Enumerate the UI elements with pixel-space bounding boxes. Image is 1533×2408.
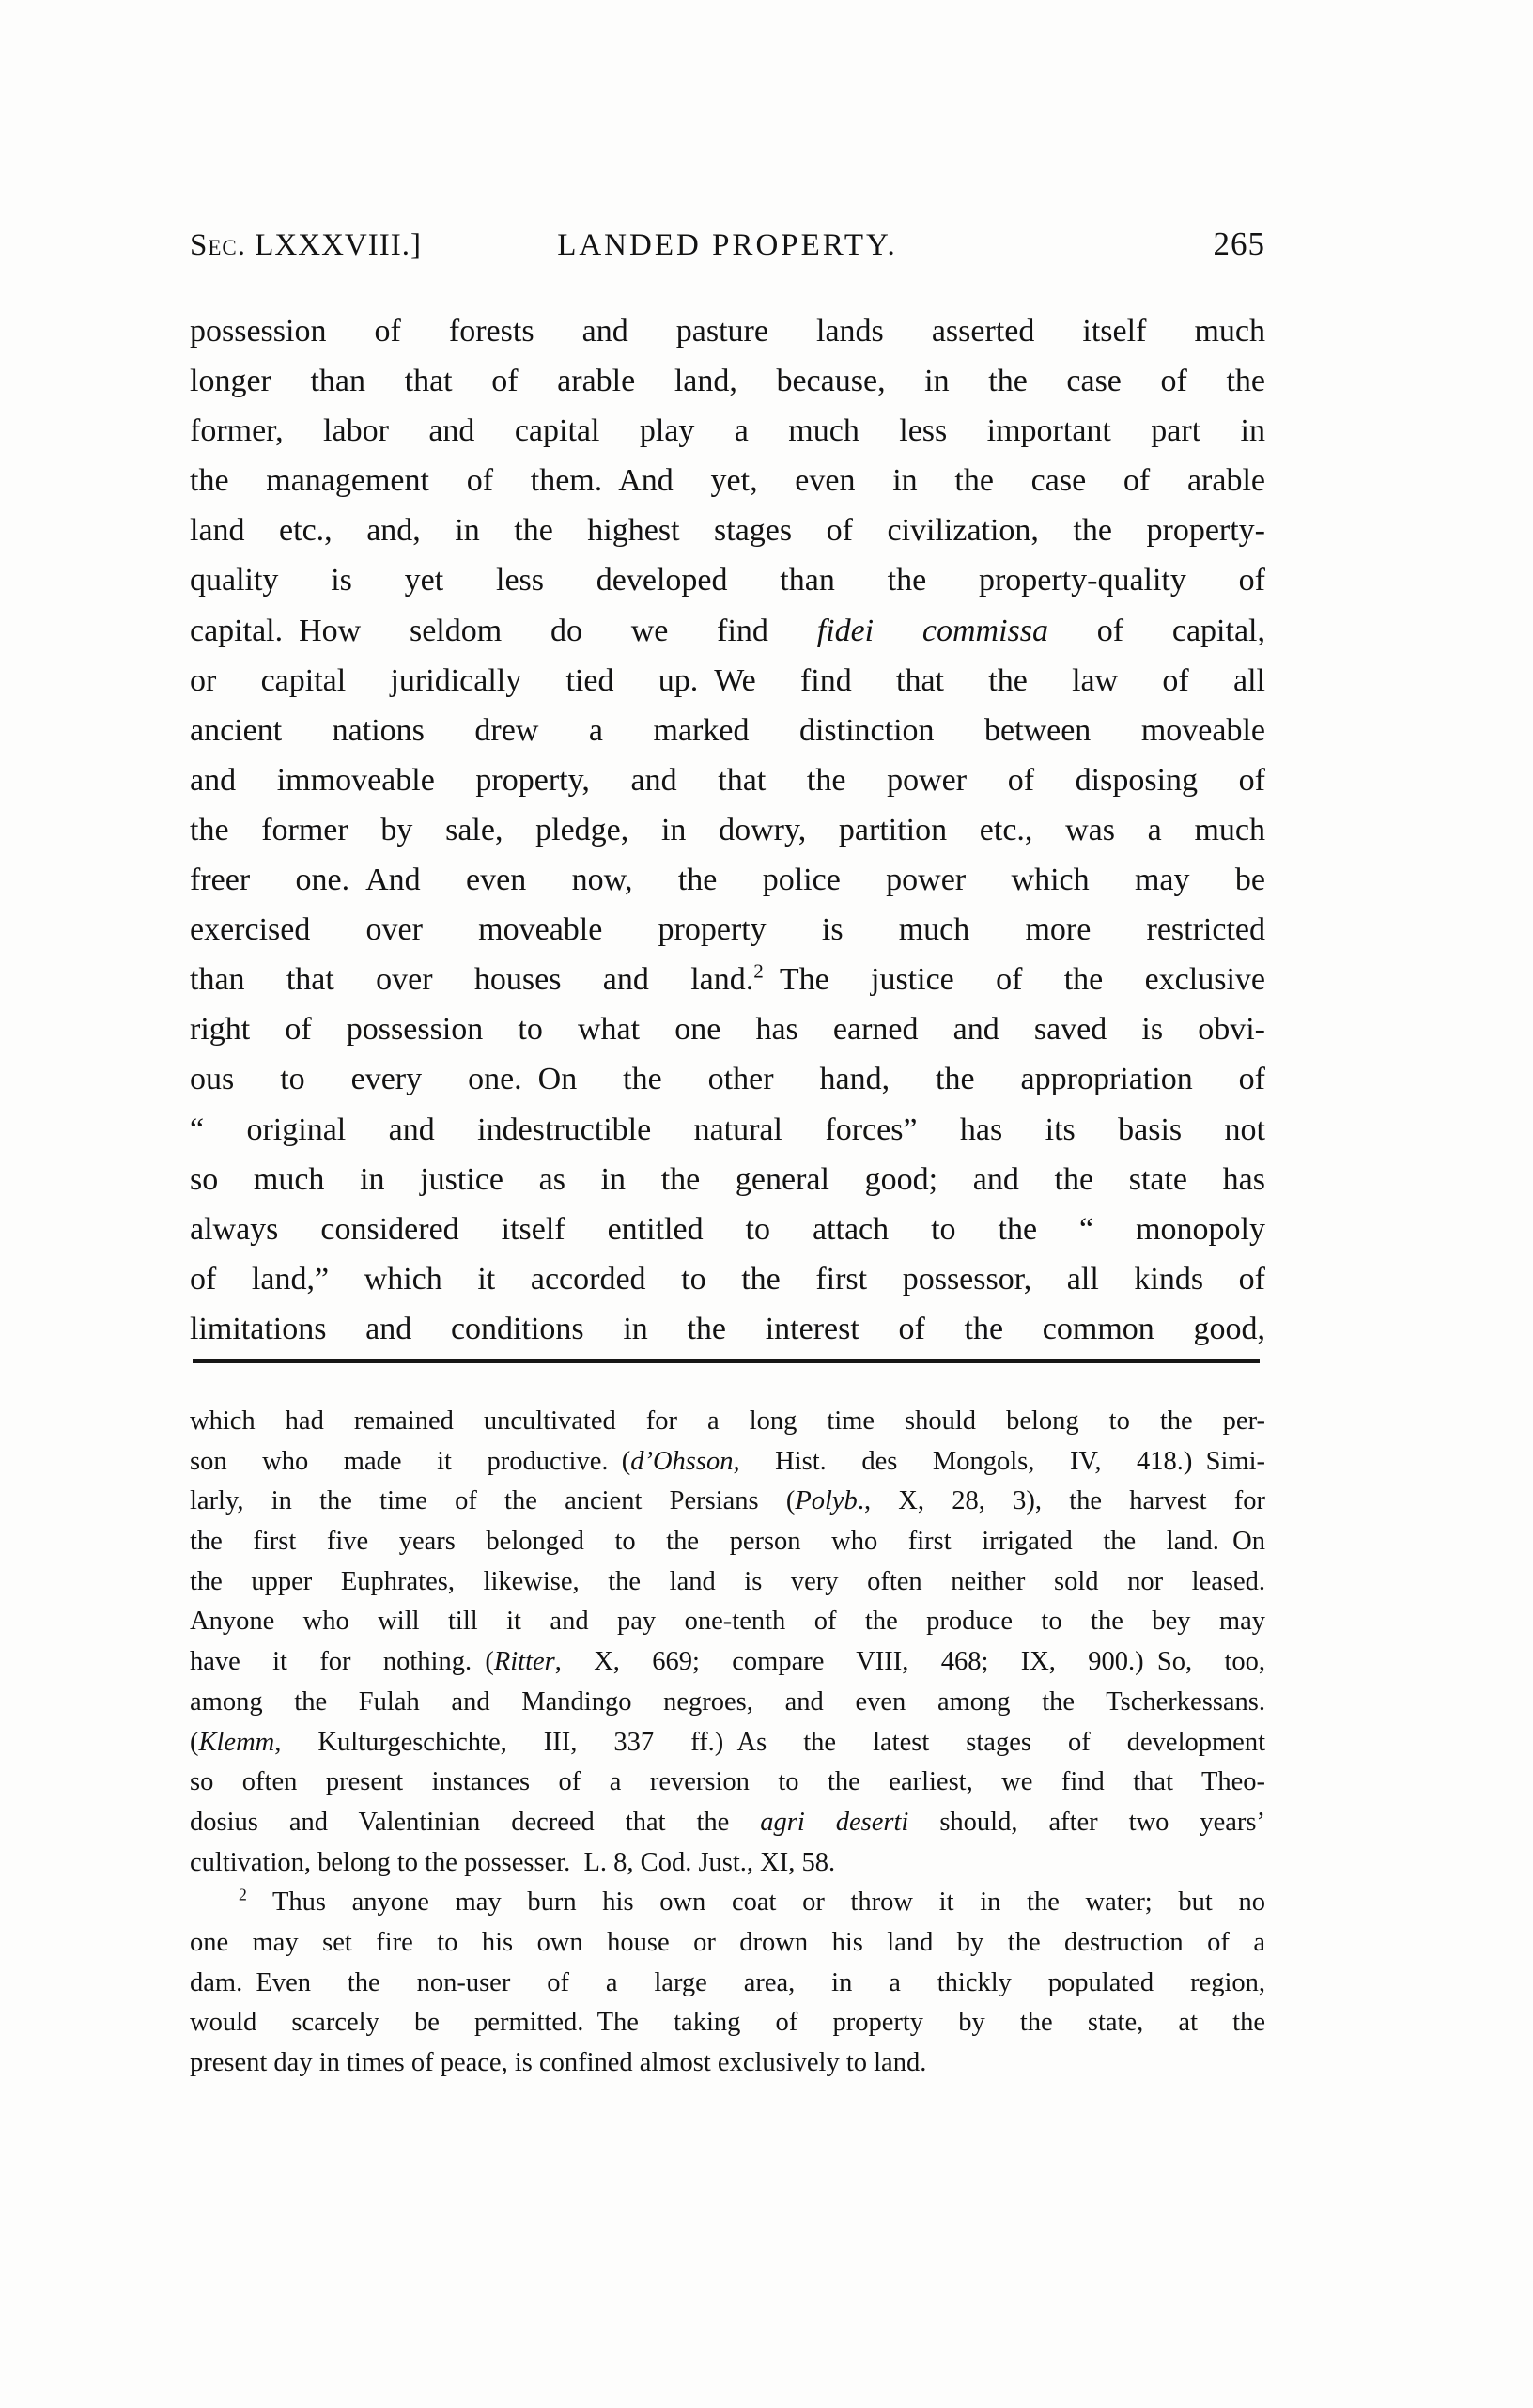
footnote-line: larly, in the time of the ancient Persians (Polyb., X, 28, 3), the harvest for — [190, 1486, 1265, 1516]
running-header — [190, 225, 1265, 263]
body-text-line: the former by sale, pledge, in dowry, partition etc., was a much — [190, 812, 1265, 847]
running-title: LANDED PROPERTY. — [557, 228, 898, 262]
body-text-line: freer one. And even now, the police power which may be — [190, 862, 1265, 898]
footnote-line: dam. Even the non-user of a large area, in a thickly populated region, — [190, 1967, 1265, 1997]
footnotes-text — [190, 1402, 1265, 2084]
section-label: Sec. LXXXVIII.] — [190, 228, 422, 262]
footnote-line: present day in times of peace, is confined almost exclusively to land. — [190, 2048, 927, 2077]
body-text — [190, 306, 1265, 1354]
footnote-line: have it for nothing. (Ritter, X, 669; compare VIII, 468; IX, 900.) So, too, — [190, 1647, 1265, 1677]
body-text-line: of land,” which it accorded to the first possessor, all kinds of — [190, 1261, 1265, 1297]
body-text-line: or capital juridically tied up. We find that the law of all — [190, 662, 1265, 698]
body-text-line: so much in justice as in the general good; and the state has — [190, 1161, 1265, 1197]
footnote-line: cultivation, belong to the possesser. L. 8, Cod. Just., XI, 58. — [190, 1847, 836, 1877]
page-number: 265 — [1213, 225, 1265, 262]
footnote-line: among the Fulah and Mandingo negroes, and even among the Tscherkessans. — [190, 1686, 1265, 1717]
body-text-line: limitations and conditions in the interest of the common good, — [190, 1311, 1265, 1346]
footnote-line: $^2$ Thus anyone may burn his own coat or throw it in the water; but no — [239, 1885, 1265, 1918]
body-text-line: and immoveable property, and that the power of disposing of — [190, 762, 1265, 798]
footnote-line: so often present instances of a reversion to the earliest, we find that Theo- — [190, 1767, 1265, 1797]
body-text-line: “ original and indestructible natural forces” has its basis not — [190, 1111, 1265, 1147]
body-text-line: the management of them. And yet, even in the case of arable — [190, 463, 1265, 499]
body-text-line: capital. How seldom do we find fidei commissa of capital, — [190, 613, 1265, 648]
footnote-separator-rule — [193, 1359, 1260, 1363]
footnote-line: Anyone who will till it and pay one-tenth of the produce to the bey may — [190, 1607, 1265, 1637]
body-text-line: possession of forests and pasture lands asserted itself much — [190, 314, 1265, 349]
body-text-line: than that over houses and land.$^2$ The justice of the exclusive — [190, 959, 1265, 998]
body-text-line: ous to every one. On the other hand, the appropriation of — [190, 1062, 1265, 1097]
footnote-line: dosius and Valentinian decreed that the agri deserti should, after two years’ — [190, 1807, 1265, 1837]
body-text-line: ancient nations drew a marked distinction between moveable — [190, 712, 1265, 748]
body-text-line: land etc., and, in the highest stages of civilization, the property- — [190, 513, 1265, 549]
body-text-line: former, labor and capital play a much less important part in — [190, 413, 1265, 449]
body-text-line: longer than that of arable land, because, in the case of the — [190, 364, 1265, 399]
footnote-line: one may set fire to his own house or drown his land by the destruction of a — [190, 1927, 1265, 1957]
footnote-line: the upper Euphrates, likewise, the land is very often neither sold nor leased. — [190, 1566, 1265, 1596]
footnote-line: which had remained uncultivated for a long time should belong to the per- — [190, 1406, 1265, 1436]
body-text-line: quality is yet less developed than the property-quality of — [190, 563, 1265, 598]
body-text-line: always considered itself entitled to attach to the “ monopoly — [190, 1211, 1265, 1247]
body-text-line: exercised over moveable property is much more restricted — [190, 912, 1265, 948]
footnote-line: would scarcely be permitted. The taking of property by the state, at the — [190, 2008, 1265, 2038]
footnote-line: son who made it productive. (d’Ohsson, Hist. des Mongols, IV, 418.) Simi- — [190, 1446, 1265, 1476]
body-text-line: right of possession to what one has earned and saved is obvi- — [190, 1012, 1265, 1048]
footnote-line: (Klemm, Kulturgeschichte, III, 337 ff.) As the latest stages of development — [190, 1727, 1265, 1757]
footnote-line: the first five years belonged to the person who first irrigated the land. On — [190, 1527, 1265, 1557]
